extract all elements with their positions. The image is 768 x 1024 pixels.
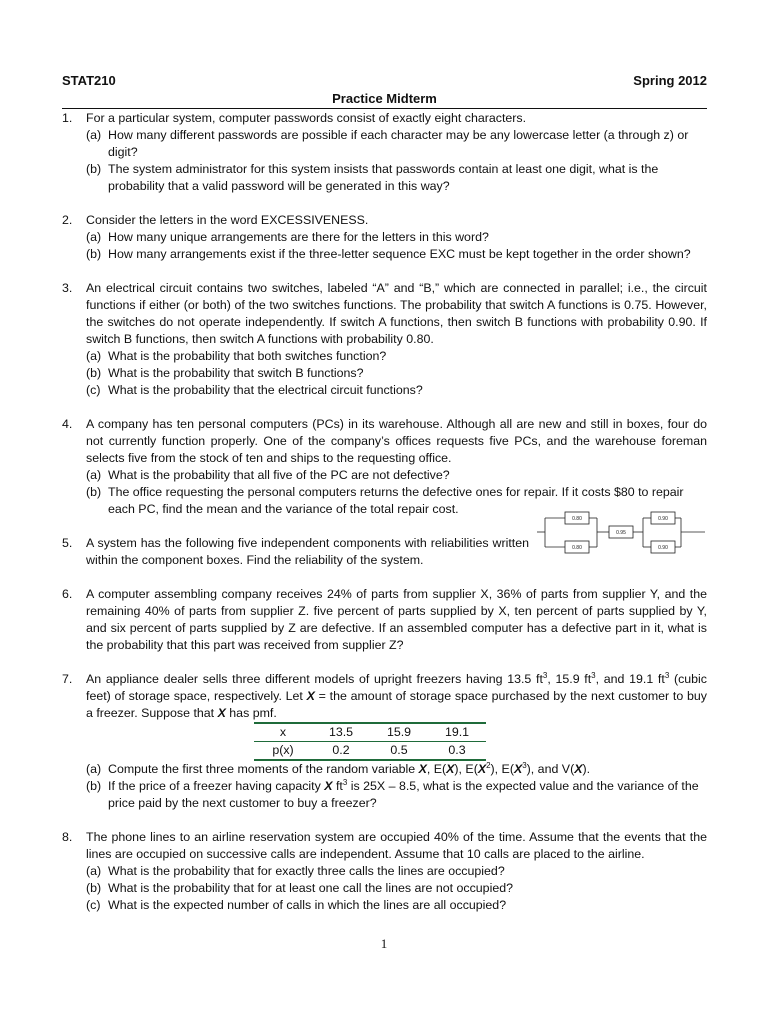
question-stem: A computer assembling company receives 24% of parts from supplier X, 36% of parts from supplier Y, and the remaining 40% of parts from supplier Z. five percent of parts supplied by X, ten percent of parts supplied by Y, and six percent of parts supplied by Z are defective. If an assembled computer has a defective part in it, what is the probability that this part was received from supplier Z?: [86, 587, 707, 652]
question-part: (b) What is the probability that for at least one call the lines are not occupied?: [86, 881, 513, 895]
reliability-label: 0.80: [572, 516, 582, 522]
question-1: [62, 110, 707, 195]
reliability-label: 0.90: [658, 545, 668, 551]
question-2: [62, 212, 707, 263]
course-code: STAT210: [62, 73, 116, 88]
question-stem: A company has ten personal computers (PCs) in its warehouse. Although all are new and still in boxes, four do not currently function properly. One of the company’s offices requests five PCs, and the warehouse foreman selects five from the stock of ten and ships to the requesting office.: [86, 417, 707, 465]
question-number: 8.: [62, 830, 73, 844]
question-part: (a) How many unique arrangements are there for the letters in this word?: [86, 230, 489, 244]
header: [62, 72, 707, 90]
question-number: 4.: [62, 417, 73, 431]
header-rule: [62, 108, 707, 109]
pmf-table: [254, 722, 486, 761]
question-number: 1.: [62, 111, 73, 125]
exam-page: [62, 72, 707, 931]
question-6: [62, 586, 707, 654]
reliability-label: 0.80: [572, 545, 582, 551]
question-stem: An electrical circuit contains two switches, labeled “A” and “B,” which are connected in parallel; i.e., the circuit functions if either (or both) of the two switches functions. The probability that switch A functions is 0.75. However, the switches do not operate independently. If switch A functions, then switch B functions with probability 0.90. If switch B functions, then switch A functions with probability 0.80.: [86, 281, 707, 346]
question-4: [62, 416, 707, 518]
page-number: 1: [380, 936, 388, 951]
reliability-diagram: [535, 505, 707, 559]
term: Spring 2012: [633, 73, 707, 88]
question-3: [62, 280, 707, 399]
question-part: (b) If the price of a freezer having capacity X $ft^3$ is 25X – 8.5, what is the expected value and the variance of the price paid by the next customer to buy a freezer?: [86, 777, 699, 810]
question-stem: Consider the letters in the word EXCESSIVENESS.: [86, 213, 369, 227]
question-part: (b) What is the probability that switch B functions?: [86, 366, 364, 380]
question-part: (a) Compute the first three moments of the random variable X, E(X), $E(X^2)$, $E(X^3)$, and V(X).: [86, 760, 591, 776]
question-stem: An appliance dealer sells three different models of upright freezers having 13.5 $ft^3$, 15.9 $ft^3$, and 19.1 $ft^3$ (cubic feet) of storage space, respectively. Let X = the amount of storage space purchased by the next customer to buy a freezer. Suppose that X has pmf.: [86, 670, 708, 720]
question-stem: A system has the following five independent components with reliabilities written within the component boxes. Find the reliability of the system.: [86, 536, 529, 567]
question-part: (c) What is the probability that the electrical circuit functions?: [86, 383, 423, 397]
question-number: 5.: [62, 536, 73, 550]
reliability-label: 0.95: [616, 530, 626, 536]
question-part: (b) The system administrator for this system insists that passwords contain at least one digit, what is the probability that a valid password will be generated in this way?: [86, 162, 659, 193]
question-part: (a) What is the probability that both switches function?: [86, 349, 387, 363]
question-stem: For a particular system, computer passwords consist of exactly eight characters.: [86, 111, 527, 125]
question-8: [62, 829, 707, 914]
table-row: p(x) 0.2 0.5 0.3: [254, 742, 486, 761]
question-stem: The phone lines to an airline reservation system are occupied 40% of the time. Assume that the events that the lines are occupied on successive calls are independent. Assume that 10 calls are placed to the airline.: [86, 830, 707, 861]
reliability-label: 0.90: [658, 516, 668, 522]
table-row: x 13.5 15.9 19.1: [254, 723, 486, 742]
question-number: 7.: [62, 672, 73, 686]
question-part: (b) How many arrangements exist if the three-letter sequence EXC must be kept together in the order shown?: [86, 247, 691, 261]
question-number: 2.: [62, 213, 73, 227]
question-7: [62, 671, 707, 812]
question-part: (a) How many different passwords are possible if each character may be any lowercase letter (a through z) or digit?: [86, 128, 689, 159]
question-part: (c) What is the expected number of calls in which the lines are all occupied?: [86, 898, 507, 912]
question-number: 6.: [62, 587, 73, 601]
question-number: 3.: [62, 281, 73, 295]
question-part: (a) What is the probability that all five of the PC are not defective?: [86, 468, 450, 482]
question-part: (a) What is the probability that for exactly three calls the lines are occupied?: [86, 864, 505, 878]
question-part: (b) The office requesting the personal computers returns the defective ones for repair. If it costs $80 to repair each PC, find the mean and the variance of the total repair cost.: [86, 485, 684, 516]
exam-title: Practice Midterm: [332, 91, 437, 106]
